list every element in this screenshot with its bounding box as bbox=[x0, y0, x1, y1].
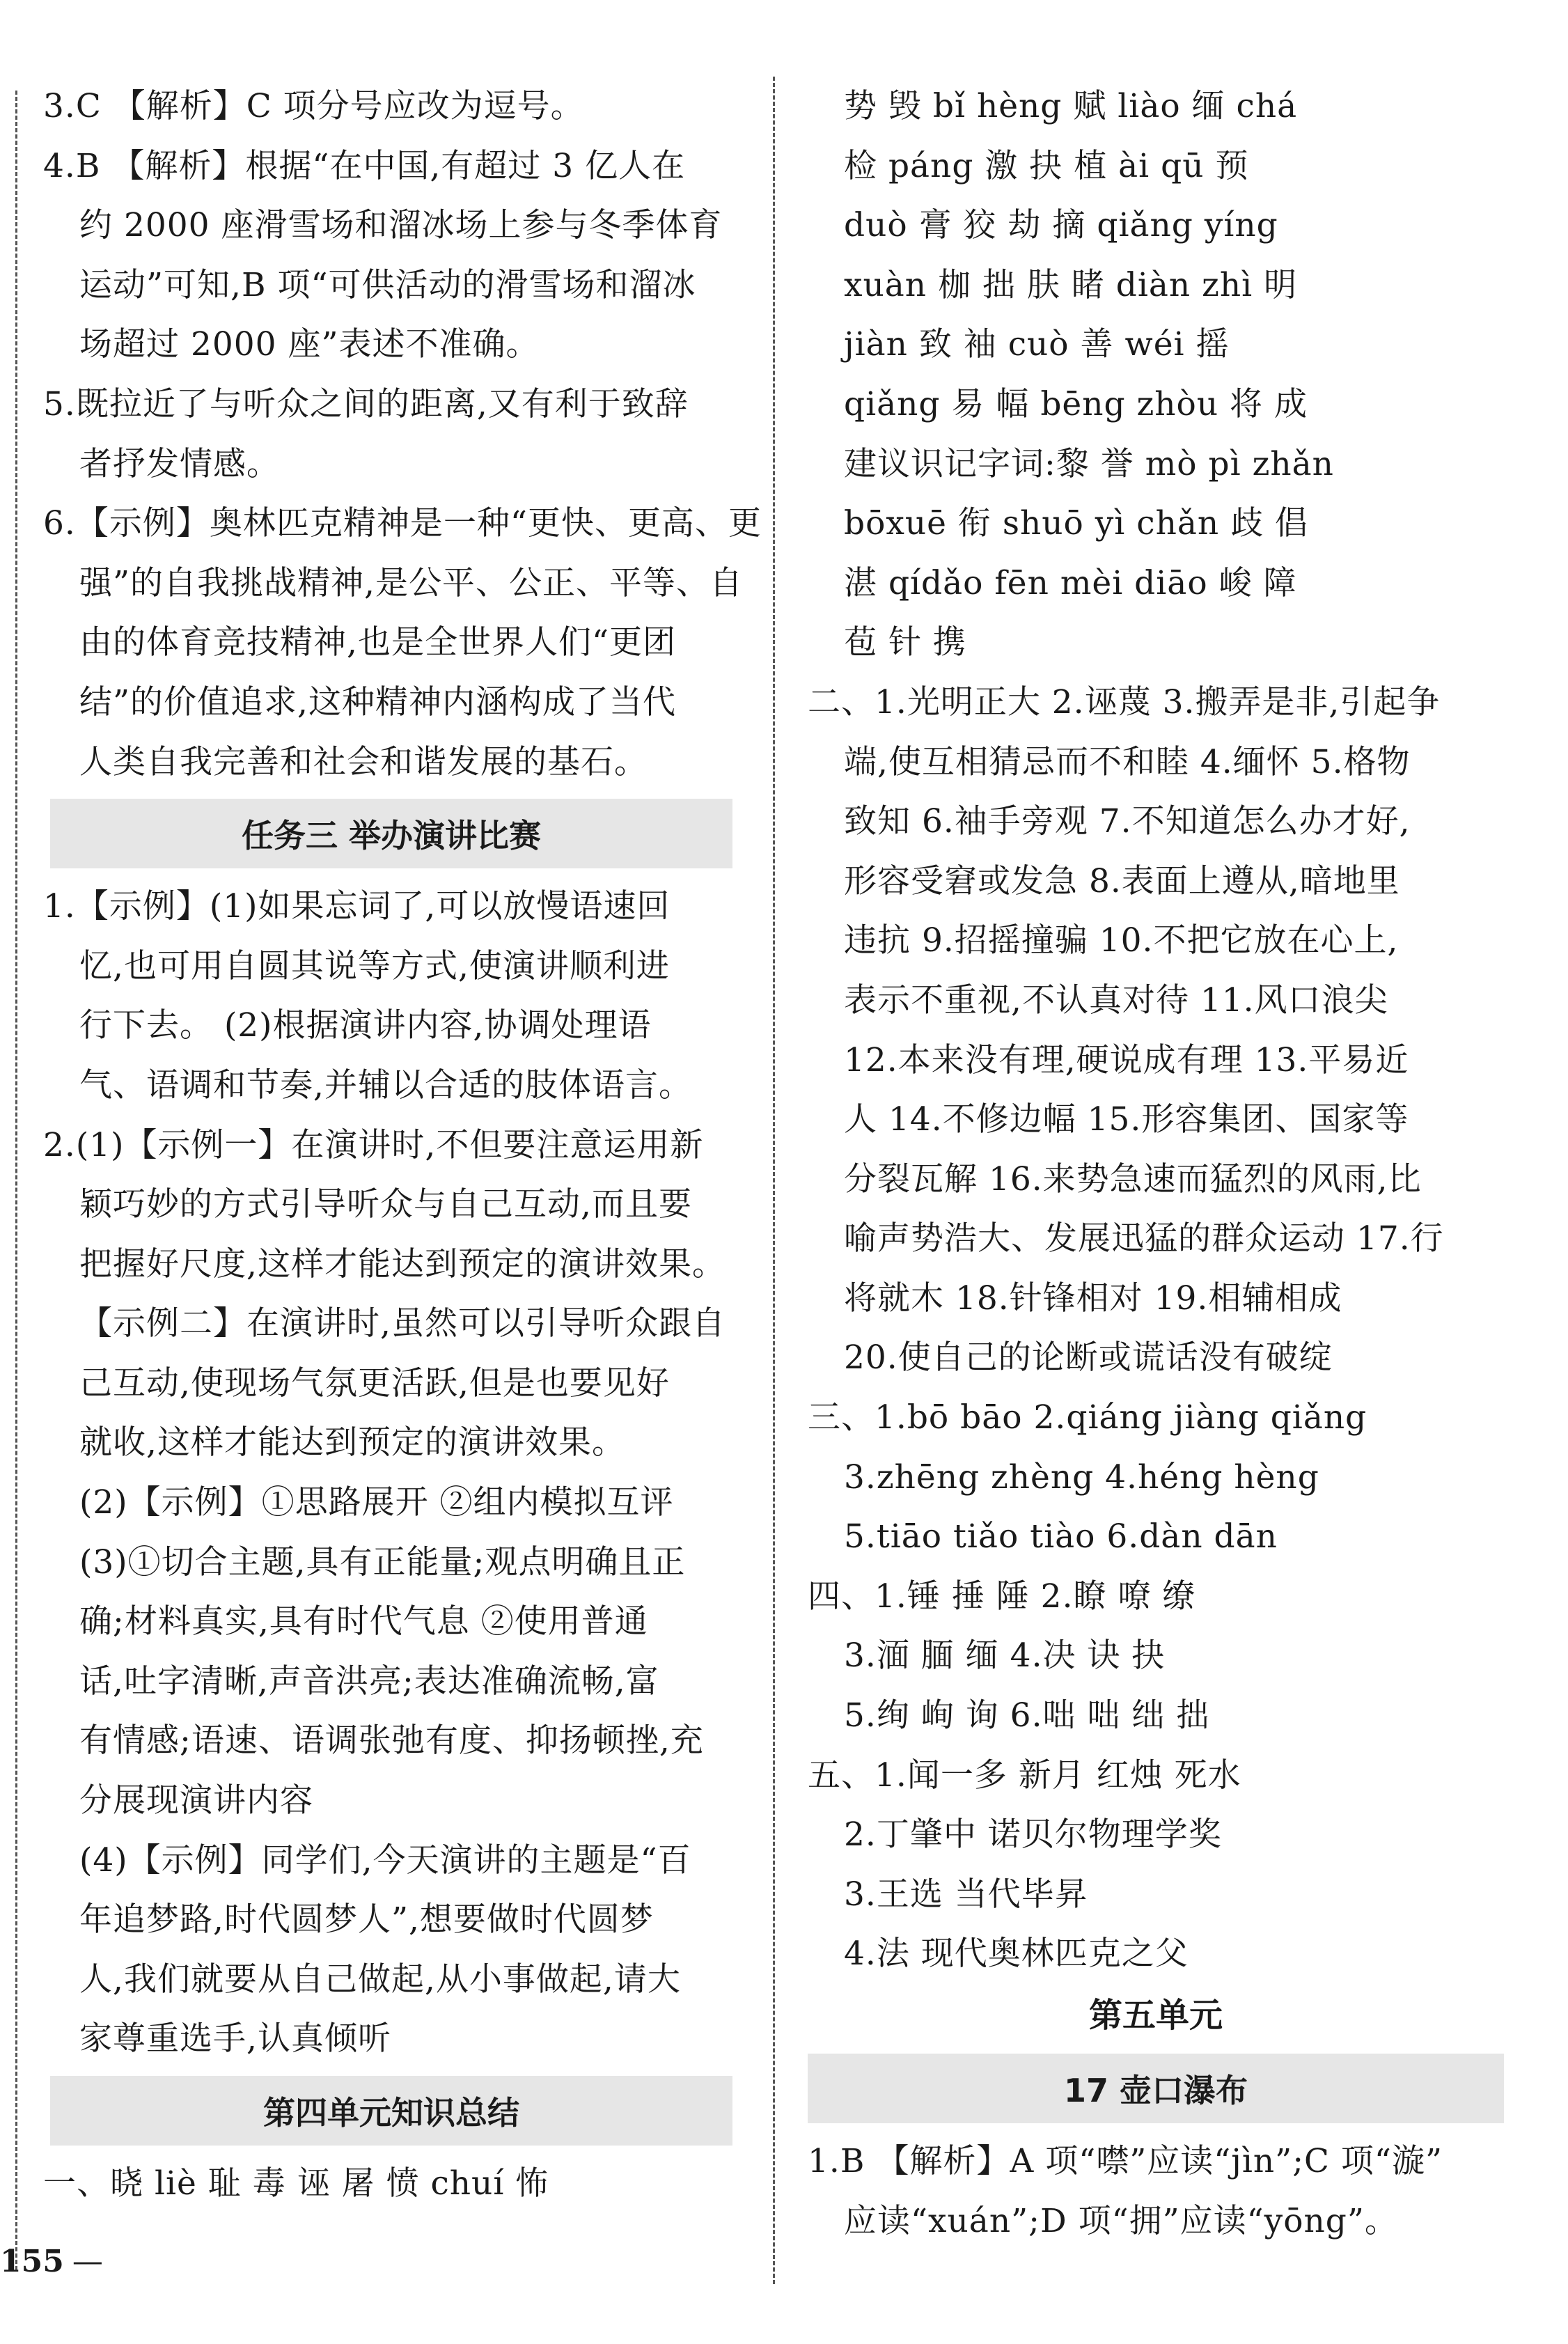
answer-line: duò 膏 狡 劫 摘 qiǎng yíng bbox=[844, 206, 1278, 245]
answer-line: 3.湎 腼 缅 4.决 诀 抉 bbox=[844, 1636, 1166, 1675]
answer-line: 年追梦路,时代圆梦人”,想要做时代圆梦 bbox=[79, 1900, 654, 1939]
answer-line: 3.C 【解析】C 项分号应改为逗号。 bbox=[43, 87, 584, 125]
answer-line: 强”的自我挑战精神,是公平、公正、平等、自 bbox=[79, 563, 743, 602]
answer-line: 把握好尺度,这样才能达到预定的演讲效果。 bbox=[79, 1244, 726, 1283]
answer-line: 4.B 【解析】根据“在中国,有超过 3 亿人在 bbox=[43, 146, 686, 185]
answer-line: 【示例二】在演讲时,虽然可以引导听众跟自 bbox=[79, 1304, 726, 1343]
answer-line: 表示不重视,不认真对待 11.风口浪尖 bbox=[844, 980, 1388, 1019]
left-lines-c bbox=[43, 2154, 739, 2214]
right-lines-a bbox=[808, 77, 1525, 1984]
left-lines-b bbox=[43, 877, 739, 2069]
answer-line: 三、1.bō bāo 2.qiáng jiàng qiǎng bbox=[808, 1398, 1367, 1437]
answer-line: 气、语调和节奏,并辅以合适的肢体语言。 bbox=[79, 1065, 692, 1104]
answer-line: 话,吐字清晰,声音洪亮;表达准确流畅,富 bbox=[79, 1662, 659, 1701]
unit-five-title: 第五单元 bbox=[1088, 1996, 1223, 2035]
answer-line: 应读“xuán”;D 项“拥”应读“yōng”。 bbox=[844, 2201, 1398, 2240]
answer-line: 3.zhēng zhèng 4.héng hèng bbox=[844, 1458, 1319, 1497]
answer-line: 3.王选 当代毕昇 bbox=[844, 1875, 1088, 1914]
answer-line: 喻声势浩大、发展迅猛的群众运动 17.行 bbox=[844, 1219, 1444, 1258]
answer-line: 20.使自己的论断或谎话没有破绽 bbox=[844, 1338, 1333, 1377]
answer-line: xuàn 枷 拙 肤 睹 diàn zhì 明 bbox=[844, 265, 1298, 304]
answer-line: 场超过 2000 座”表述不准确。 bbox=[79, 325, 540, 364]
answer-line: 12.本来没有理,硬说成有理 13.平易近 bbox=[844, 1040, 1409, 1079]
answer-line: 形容受窘或发急 8.表面上遵从,暗地里 bbox=[844, 861, 1400, 900]
answer-line: 由的体育竞技精神,也是全世界人们“更团 bbox=[79, 623, 676, 662]
answer-line: qiǎng 易 幅 bēng zhòu 将 成 bbox=[844, 384, 1308, 423]
footer-dash: — bbox=[72, 2244, 103, 2279]
answer-line: 者抒发情感。 bbox=[79, 444, 280, 483]
column-divider bbox=[773, 77, 775, 2284]
answer-line: 人 14.不修边幅 15.形容集团、国家等 bbox=[844, 1100, 1409, 1139]
answer-line: 检 páng 激 抉 植 ài qū 预 bbox=[844, 146, 1249, 185]
answer-line: 苞 针 携 bbox=[844, 623, 966, 662]
answer-line: jiàn 致 袖 cuò 善 wéi 摇 bbox=[844, 325, 1230, 364]
answer-line: 颖巧妙的方式引导听众与自己互动,而且要 bbox=[79, 1185, 692, 1224]
answer-line: 己互动,使现场气氛更活跃,但是也要见好 bbox=[79, 1364, 670, 1403]
answer-line: 建议识记字词:黎 誉 mò pì zhǎn bbox=[844, 444, 1334, 483]
answer-line: 5.绚 峋 询 6.咄 咄 绌 拙 bbox=[844, 1696, 1210, 1735]
answer-line: 一、晓 liè 耻 毒 诬 屠 愤 chuí 怖 bbox=[43, 2164, 549, 2203]
answer-line: 运动”可知,B 项“可供活动的滑雪场和溜冰 bbox=[79, 265, 696, 304]
answer-line: 违抗 9.招摇撞骗 10.不把它放在心上, bbox=[844, 921, 1399, 960]
answer-line: (3)①切合主题,具有正能量;观点明确且正 bbox=[79, 1542, 686, 1581]
answer-line: 确;材料真实,具有时代气息 ②使用普通 bbox=[79, 1602, 648, 1641]
answer-line: 四、1.锤 捶 陲 2.瞭 嘹 缭 bbox=[808, 1577, 1196, 1616]
answer-line: 将就木 18.针锋相对 19.相辅相成 bbox=[844, 1279, 1342, 1318]
section-heading-unit4-summary: 第四单元知识总结 bbox=[50, 2076, 732, 2146]
answer-line: 1.【示例】(1)如果忘词了,可以放慢语速回 bbox=[43, 887, 671, 926]
answer-line: 5.tiāo tiǎo tiào 6.dàn dān bbox=[844, 1517, 1278, 1556]
left-column bbox=[43, 77, 762, 2214]
answer-line: 2.丁肇中 诺贝尔物理学奖 bbox=[844, 1815, 1222, 1854]
answer-line: 家尊重选手,认真倾听 bbox=[79, 2019, 391, 2058]
answer-line: 二、1.光明正大 2.诬蔑 3.搬弄是非,引起争 bbox=[808, 682, 1441, 721]
answer-line: 4.法 现代奥林匹克之父 bbox=[844, 1935, 1189, 1974]
answer-line: 分展现演讲内容 bbox=[79, 1781, 313, 1820]
answer-line: 湛 qídǎo fēn mèi diāo 峻 障 bbox=[844, 563, 1297, 602]
page-footer bbox=[0, 2244, 103, 2279]
answer-line: 致知 6.袖手旁观 7.不知道怎么办才好, bbox=[844, 802, 1411, 841]
answer-line: 2.(1)【示例一】在演讲时,不但要注意运用新 bbox=[43, 1125, 704, 1164]
section-heading-lesson17: 17 壶口瀑布 bbox=[808, 2054, 1504, 2123]
answer-line: 结”的价值追求,这种精神内涵构成了当代 bbox=[79, 682, 676, 721]
section-heading-task3: 任务三 举办演讲比赛 bbox=[50, 799, 732, 868]
answer-line: 忆,也可用自圆其说等方式,使演讲顺利进 bbox=[79, 946, 670, 985]
answer-line: 分裂瓦解 16.来势急速而猛烈的风雨,比 bbox=[844, 1159, 1422, 1198]
answer-line: 行下去。 (2)根据演讲内容,协调处理语 bbox=[79, 1006, 652, 1045]
answer-line: (4)【示例】同学们,今天演讲的主题是“百 bbox=[79, 1841, 691, 1880]
page-number: 155 bbox=[0, 2244, 64, 2279]
answer-line: 约 2000 座滑雪场和溜冰场上参与冬季体育 bbox=[79, 206, 723, 245]
right-lines-b bbox=[808, 2132, 1525, 2251]
answer-line: bōxuē 衔 shuō yì chǎn 歧 倡 bbox=[844, 504, 1309, 543]
answer-line: 势 毁 bǐ hèng 赋 liào 缅 chá bbox=[844, 87, 1298, 125]
answer-line: 端,使互相猜忌而不和睦 4.缅怀 5.格物 bbox=[844, 742, 1411, 781]
right-column bbox=[808, 77, 1525, 2251]
answer-line: 就收,这样才能达到预定的演讲效果。 bbox=[79, 1423, 625, 1462]
left-lines-a bbox=[43, 77, 762, 792]
answer-line: (2)【示例】①思路展开 ②组内模拟互评 bbox=[79, 1483, 674, 1522]
answer-line: 人,我们就要从自己做起,从小事做起,请大 bbox=[79, 1960, 681, 1999]
answer-line: 人类自我完善和社会和谐发展的基石。 bbox=[79, 742, 648, 781]
answer-line: 6.【示例】奥林匹克精神是一种“更快、更高、更 bbox=[43, 504, 762, 543]
answer-line: 有情感;语速、语调张弛有度、抑扬顿挫,充 bbox=[79, 1721, 704, 1760]
answer-line: 5.既拉近了与听众之间的距离,又有利于致辞 bbox=[43, 384, 689, 423]
answer-line: 五、1.闻一多 新月 红烛 死水 bbox=[808, 1756, 1241, 1795]
answer-line: 1.B 【解析】A 项“噤”应读“jìn”;C 项“漩” bbox=[808, 2142, 1443, 2180]
left-margin-dashed-rule bbox=[15, 91, 17, 2270]
